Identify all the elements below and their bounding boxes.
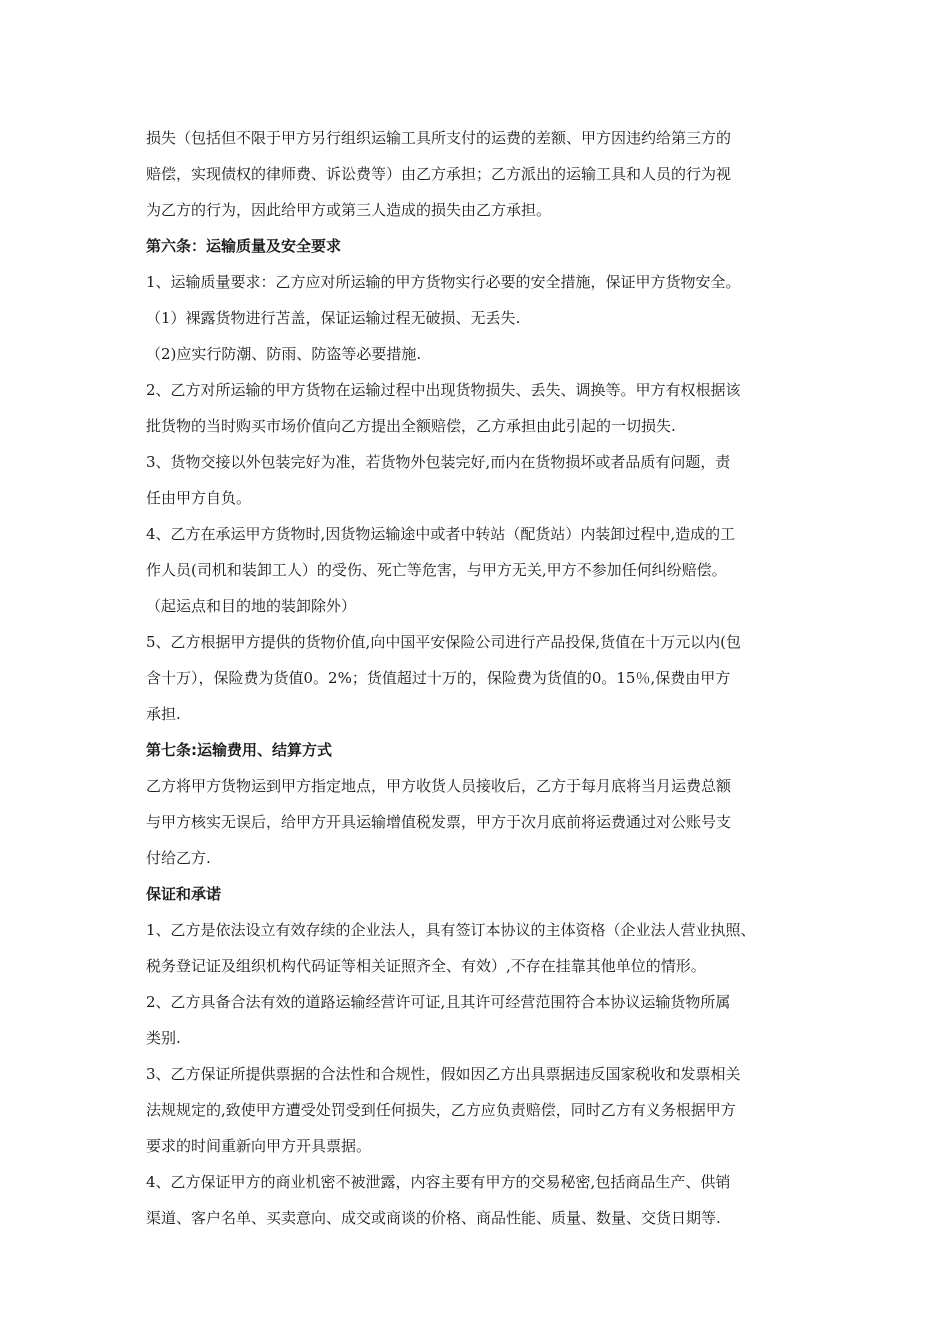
paragraph-line: 3、乙方保证所提供票据的合法性和合规性，假如因乙方出具票据违反国家税收和发票相关: [146, 1065, 741, 1083]
paragraph-line: 4、乙方保证甲方的商业机密不被泄露，内容主要有甲方的交易秘密,包括商品生产、供销: [146, 1173, 731, 1191]
paragraph-line: 3、货物交接以外包装完好为准，若货物外包装完好,而内在货物损坏或者品质有问题，责: [146, 453, 731, 471]
paragraph-line: 要求的时间重新向甲方开具票据。: [146, 1137, 372, 1155]
paragraph-line: 5、乙方根据甲方提供的货物价值,向中国平安保险公司进行产品投保,货值在十万元以内(包: [146, 633, 741, 651]
paragraph-line: 2、乙方对所运输的甲方货物在运输过程中出现货物损失、丢失、调换等。甲方有权根据该: [146, 381, 741, 399]
paragraph-line: 与甲方核实无误后，给甲方开具运输增值税发票，甲方于次月底前将运费通过对公账号支: [146, 813, 732, 831]
paragraph-line: 税务登记证及组织机构代码证等相关证照齐全、有效）,不存在挂靠其他单位的情形。: [146, 957, 706, 975]
paragraph-line: 作人员(司机和装卸工人）的受伤、死亡等危害，与甲方无关,甲方不参加任何纠纷赔偿。: [146, 561, 727, 579]
paragraph-line: 赔偿，实现债权的律师费、诉讼费等）由乙方承担；乙方派出的运输工具和人员的行为视: [146, 165, 732, 183]
paragraph-line: （起运点和目的地的装卸除外）: [146, 597, 357, 615]
paragraph-line: 批货物的当时购买市场价值向乙方提出全额赔偿，乙方承担由此引起的一切损失.: [146, 417, 676, 435]
section-heading-article-6: 第六条：运输质量及安全要求: [146, 237, 342, 255]
paragraph-line: 损失（包括但不限于甲方另行组织运输工具所支付的运费的差额、甲方因违约给第三方的: [146, 129, 732, 147]
paragraph-line: 1、乙方是依法设立有效存续的企业法人，具有签订本协议的主体资格（企业法人营业执照、: [146, 921, 756, 939]
paragraph-line: 类别.: [146, 1029, 181, 1047]
paragraph-line: 法规规定的,致使甲方遭受处罚受到任何损失，乙方应负责赔偿，同时乙方有义务根据甲方: [146, 1101, 736, 1119]
paragraph-line: （1）裸露货物进行苫盖，保证运输过程无破损、无丢失.: [146, 309, 521, 327]
paragraph-line: 乙方将甲方货物运到甲方指定地点，甲方收货人员接收后，乙方于每月底将当月运费总额: [146, 777, 732, 795]
paragraph-line: 为乙方的行为，因此给甲方或第三人造成的损失由乙方承担。: [146, 201, 552, 219]
paragraph-line: 任由甲方自负。: [146, 489, 252, 507]
section-heading-article-7: 第七条:运输费用、结算方式: [146, 741, 332, 759]
paragraph-line: 4、乙方在承运甲方货物时,因货物运输途中或者中转站（配货站）内装卸过程中,造成的工: [146, 525, 736, 543]
paragraph-line: 1、运输质量要求：乙方应对所运输的甲方货物实行必要的安全措施，保证甲方货物安全。: [146, 273, 741, 291]
paragraph-line: 承担.: [146, 705, 181, 723]
paragraph-line: 付给乙方.: [146, 849, 211, 867]
paragraph-line: （2)应实行防潮、防雨、防盗等必要措施.: [146, 345, 422, 363]
paragraph-line: 2、乙方具备合法有效的道路运输经营许可证,且其许可经营范围符合本协议运输货物所属: [146, 993, 731, 1011]
section-heading-guarantees: 保证和承诺: [146, 885, 222, 903]
paragraph-line: 含十万），保险费为货值0。2%；货值超过十万的，保险费为货值的0。15％,保费由甲方: [146, 669, 731, 687]
document-body: [146, 120, 818, 1236]
paragraph-line: 渠道、客户名单、买卖意向、成交或商谈的价格、商品性能、质量、数量、交货日期等.: [146, 1209, 721, 1227]
